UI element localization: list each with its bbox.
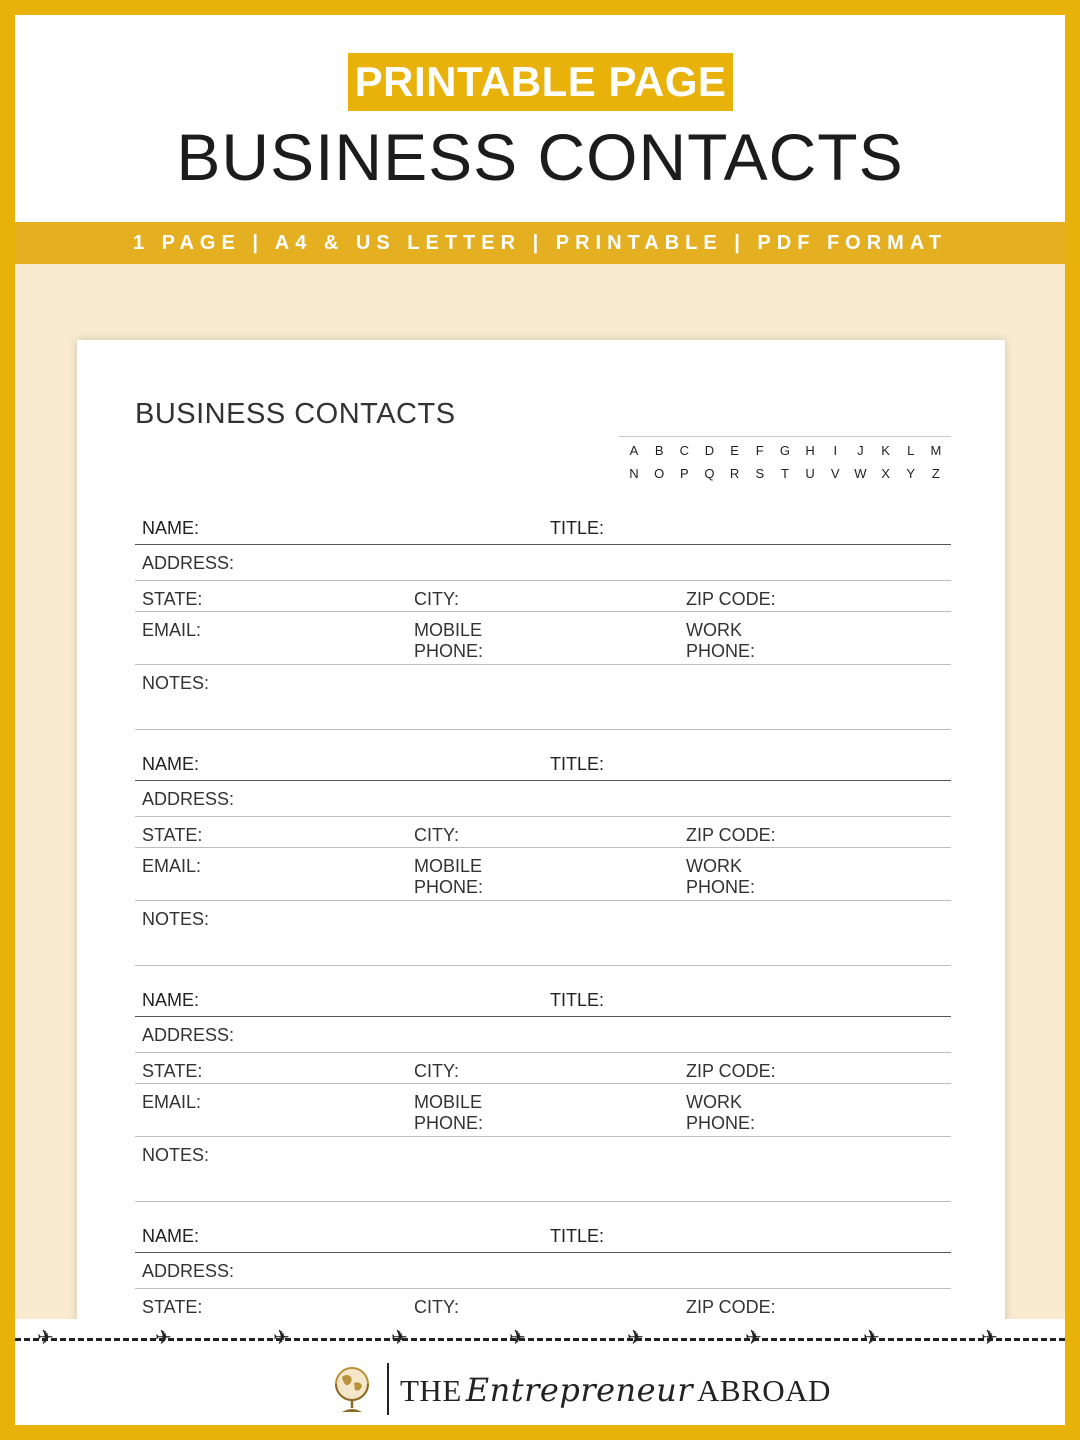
mobile-phone-label-text-2: PHONE:: [414, 641, 484, 661]
mobile-phone-label: [414, 1092, 483, 1134]
title-label-text: TITLE:: [550, 518, 605, 538]
brand-divider: [387, 1363, 389, 1415]
name-label-text: NAME:: [142, 1226, 200, 1246]
notes-label: [142, 1145, 209, 1166]
alphabet-letter: I: [833, 443, 838, 458]
work-phone-label-text-2: PHONE:: [686, 641, 756, 661]
alphabet-letter: Q: [704, 466, 715, 481]
title-label-text: TITLE:: [550, 754, 605, 774]
state-label: [142, 1297, 202, 1318]
sheet-title: BUSINESS CONTACTS: [135, 398, 456, 430]
alphabet-letter: X: [881, 466, 890, 481]
notes-label-text: NOTES:: [142, 1145, 210, 1165]
work-phone-label-text-2: PHONE:: [686, 877, 756, 897]
airplane-icon: ✈: [745, 1327, 762, 1349]
dashed-line: [15, 1338, 1065, 1341]
name-row[interactable]: [135, 988, 951, 1017]
address-label: [142, 789, 234, 810]
alphabet-letter: Z: [931, 466, 940, 481]
globe-icon: [330, 1365, 374, 1415]
zip-code-label: [686, 1297, 776, 1318]
city-label: [414, 1297, 459, 1318]
title-label: [550, 1226, 604, 1247]
contact-block: [135, 1224, 951, 1319]
zip-code-label: [686, 589, 776, 610]
mobile-phone-label-text-2: PHONE:: [414, 877, 484, 897]
email-label-text: EMAIL:: [142, 1092, 202, 1112]
alphabet-letter: U: [805, 466, 815, 481]
notes-row[interactable]: [135, 901, 951, 966]
address-label-text: ADDRESS:: [142, 1261, 235, 1281]
alphabet-letter: J: [857, 443, 864, 458]
alphabet-letter: P: [679, 466, 689, 481]
city-label-text: CITY:: [414, 1297, 460, 1317]
work-phone-label-text: WORK: [686, 856, 742, 876]
page-title: BUSINESS CONTACTS: [176, 120, 904, 194]
alphabet-letter: K: [881, 443, 890, 458]
name-row[interactable]: [135, 752, 951, 781]
state-city-zip-row[interactable]: [135, 1289, 951, 1319]
mobile-phone-label: [414, 856, 483, 898]
title-label: [550, 518, 604, 539]
city-label: [414, 825, 459, 846]
address-row[interactable]: [135, 1253, 951, 1289]
preview-area: [15, 264, 1065, 1319]
contact-block: [135, 516, 951, 730]
mobile-phone-label-text: MOBILE: [414, 856, 483, 876]
alphabet-letter: V: [830, 466, 840, 481]
mobile-phone-label-text: MOBILE: [414, 1092, 483, 1112]
printable-page-badge: PRINTABLE PAGE: [348, 53, 733, 111]
work-phone-label: [686, 620, 755, 662]
notes-row[interactable]: [135, 1137, 951, 1202]
printable-sheet: [77, 340, 1005, 1319]
state-label: [142, 1061, 202, 1082]
zip-code-label-text: ZIP CODE:: [686, 589, 776, 609]
zip-code-label-text: ZIP CODE:: [686, 825, 776, 845]
brand-abroad: ABROAD: [697, 1373, 831, 1408]
name-label-text: NAME:: [142, 518, 200, 538]
city-label: [414, 589, 459, 610]
city-label-text: CITY:: [414, 589, 460, 609]
alphabet-letter: B: [654, 443, 664, 458]
format-strip: 1 PAGE | A4 & US LETTER | PRINTABLE | PDF FORMAT: [15, 222, 1065, 264]
alphabet-letter: N: [629, 466, 639, 481]
alphabet-letter: C: [679, 443, 689, 458]
alphabet-letter: W: [854, 466, 867, 481]
state-label-text: STATE:: [142, 825, 203, 845]
state-label: [142, 825, 202, 846]
city-label-text: CITY:: [414, 1061, 460, 1081]
mobile-phone-label-text: MOBILE: [414, 620, 483, 640]
contact-block: [135, 752, 951, 966]
alphabet-letter: F: [755, 443, 764, 458]
email-label-text: EMAIL:: [142, 856, 202, 876]
state-label-text: STATE:: [142, 1297, 203, 1317]
address-label-text: ADDRESS:: [142, 1025, 235, 1045]
work-phone-label: [686, 856, 755, 898]
alphabet-letter: O: [654, 466, 665, 481]
city-label-text: CITY:: [414, 825, 460, 845]
address-label: [142, 1025, 234, 1046]
notes-label-text: NOTES:: [142, 673, 210, 693]
mobile-phone-label: [414, 620, 483, 662]
alphabet-letter: M: [930, 443, 942, 458]
notes-label-text: NOTES:: [142, 909, 210, 929]
address-label-text: ADDRESS:: [142, 789, 235, 809]
alphabet-letter: A: [629, 443, 639, 458]
header: [15, 15, 1065, 222]
airplane-icon: ✈: [155, 1327, 172, 1349]
title-label: [550, 754, 604, 775]
brand-name: [400, 1371, 831, 1409]
address-row[interactable]: [135, 1017, 951, 1053]
brand-logo: [15, 1363, 1065, 1418]
alphabet-row-1: [619, 443, 951, 466]
notes-label: [142, 909, 209, 930]
notes-label: [142, 673, 209, 694]
title-label-text: TITLE:: [550, 1226, 605, 1246]
work-phone-label: [686, 1092, 755, 1134]
airplane-icon: ✈: [627, 1327, 644, 1349]
zip-code-label-text: ZIP CODE:: [686, 1297, 776, 1317]
flight-path-divider: [15, 1319, 1065, 1349]
work-phone-label-text-2: PHONE:: [686, 1113, 756, 1133]
email-label: [142, 620, 201, 641]
email-phone-row[interactable]: [135, 1084, 951, 1137]
brand-the: THE: [400, 1373, 462, 1408]
name-row[interactable]: [135, 1224, 951, 1253]
alphabet-letter: G: [779, 443, 790, 458]
email-phone-row[interactable]: [135, 848, 951, 901]
alphabet-index: [619, 436, 951, 489]
email-label: [142, 856, 201, 877]
footer: [15, 1319, 1065, 1425]
name-label: [142, 990, 199, 1011]
page-frame: [15, 15, 1065, 1425]
alphabet-row-2: [619, 466, 951, 489]
state-label: [142, 589, 202, 610]
work-phone-label-text: WORK: [686, 620, 742, 640]
alphabet-letter: R: [729, 466, 740, 481]
work-phone-label-text: WORK: [686, 1092, 742, 1112]
email-label: [142, 1092, 201, 1113]
notes-row[interactable]: [135, 665, 951, 730]
airplane-icon: ✈: [981, 1327, 998, 1349]
address-row[interactable]: [135, 545, 951, 581]
title-label: [550, 990, 604, 1011]
state-city-zip-row[interactable]: [135, 817, 951, 848]
alphabet-letter: S: [755, 466, 765, 481]
name-label: [142, 754, 199, 775]
zip-code-label: [686, 825, 776, 846]
alphabet-letter: D: [704, 443, 715, 458]
address-label-text: ADDRESS:: [142, 553, 235, 573]
mobile-phone-label-text-2: PHONE:: [414, 1113, 484, 1133]
state-city-zip-row[interactable]: [135, 1053, 951, 1084]
alphabet-letter: T: [780, 466, 789, 481]
city-label: [414, 1061, 459, 1082]
alphabet-letter: Y: [906, 466, 916, 481]
address-row[interactable]: [135, 781, 951, 817]
airplane-icon: ✈: [509, 1327, 526, 1349]
email-phone-row[interactable]: [135, 612, 951, 665]
contact-block: [135, 988, 951, 1202]
brand-entrepreneur: Entrepreneur: [465, 1371, 693, 1409]
alphabet-letter: E: [730, 443, 739, 458]
name-label-text: NAME:: [142, 754, 200, 774]
airplane-icon: ✈: [273, 1327, 290, 1349]
address-label: [142, 1261, 234, 1282]
state-city-zip-row[interactable]: [135, 581, 951, 612]
name-label-text: NAME:: [142, 990, 200, 1010]
zip-code-label: [686, 1061, 776, 1082]
zip-code-label-text: ZIP CODE:: [686, 1061, 776, 1081]
alphabet-letter: H: [805, 443, 815, 458]
address-label: [142, 553, 234, 574]
title-label-text: TITLE:: [550, 990, 605, 1010]
name-row[interactable]: [135, 516, 951, 545]
alphabet-letter: L: [907, 443, 915, 458]
airplane-icon: ✈: [391, 1327, 408, 1349]
email-label-text: EMAIL:: [142, 620, 202, 640]
airplane-icon: ✈: [863, 1327, 880, 1349]
name-label: [142, 1226, 199, 1247]
name-label: [142, 518, 199, 539]
state-label-text: STATE:: [142, 1061, 203, 1081]
state-label-text: STATE:: [142, 589, 203, 609]
airplane-icon: ✈: [37, 1327, 54, 1349]
